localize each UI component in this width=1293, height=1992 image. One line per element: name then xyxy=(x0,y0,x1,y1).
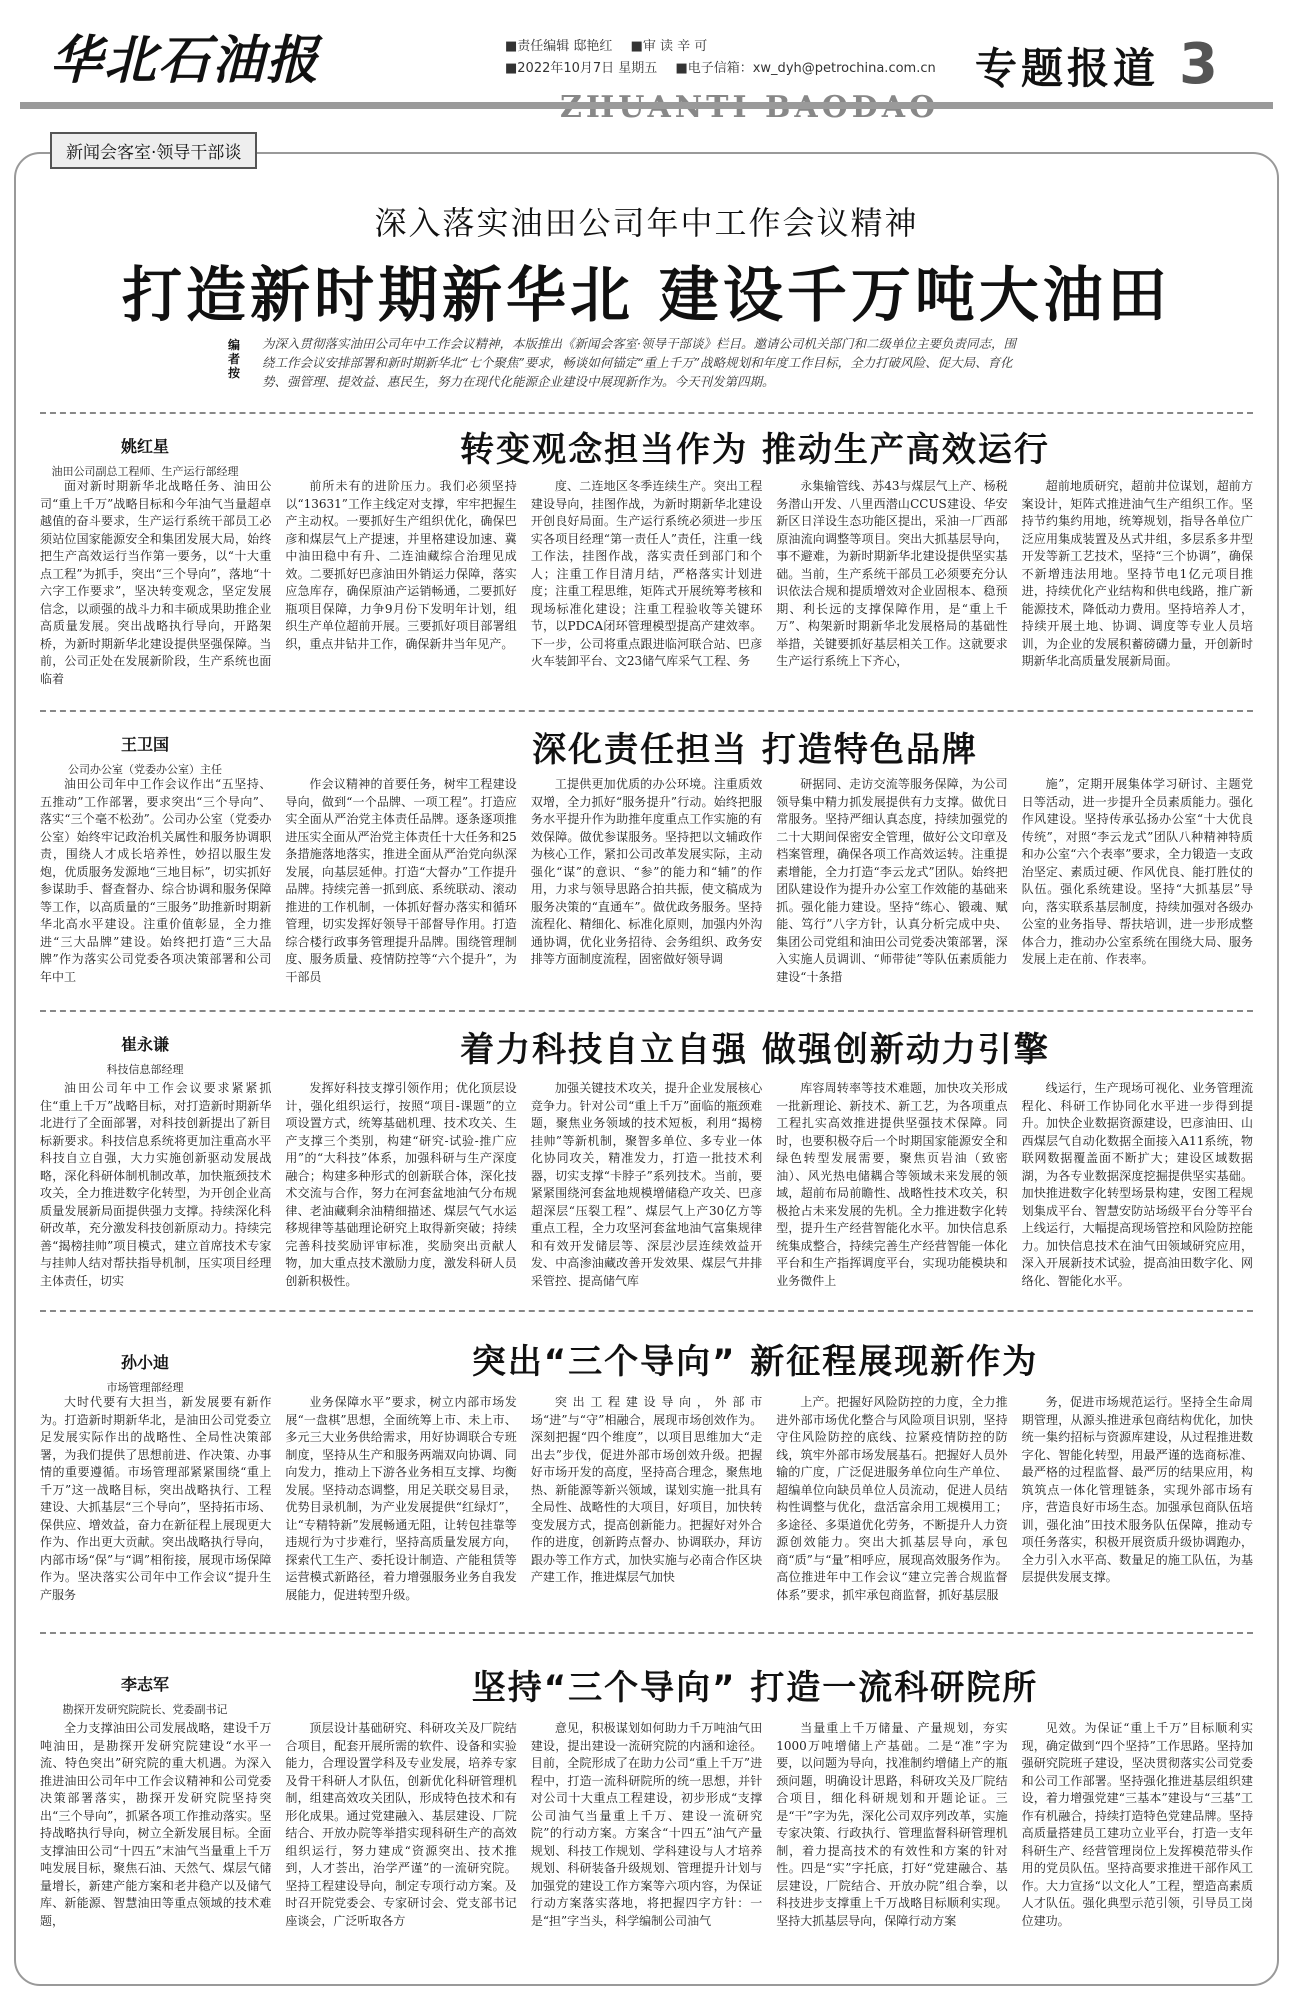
subheadline: 深入落实油田公司年中工作会议精神 xyxy=(374,204,919,242)
article-4 xyxy=(40,1310,1253,1630)
article-title: 深化责任担当 打造特色品牌 xyxy=(532,730,978,770)
article-column: 油田公司年中工作会议作出“五坚持、五推动”工作部署，要求突出“三个导向”、落实“三个毫不松劲”。公司办公室（党委办公室）始终牢记政治机关属性和服务协调职责，围绕人才成长培养性，妙招以服生发炮，优质服务发源地“三地目标”，切实抓好参谋助手、督查督办、综合协调和服务保障等工作，以高质量的“三服务”助推新时期新华北高水平建设。注重价值彰显，全力推进“三大品牌”建设。始终把打造“三大品牌”作为落实公司党委各项决策部署和公司年中工 xyxy=(40,777,272,984)
section-title xyxy=(975,32,1222,97)
article-column: 上产。把握好风险防控的力度，全力推进外部市场优化整合与风险项目识别，坚持守住风险防控的底线、拉紧疫情防控的防线，筑牢外部市场发展基石。把握好人员外输的广度，广泛促进服务单位向生产单位、超编单位向缺员单位人员流动，促进人员结构性调整与优化，盘活富余用工规模用工；多途径、多渠道优化劳务，不断提升人力资源创效能力。突出大抓基层导向，承包商“质”与“量”相呼应，展现高效服务作为。高位推进年中工作会议“建立完善合规监督体系”要求，抓牢承包商监督，抓好基层服 xyxy=(776,1395,1008,1602)
contact-email: ■电子信箱：xw_dyh@petrochina.com.cn xyxy=(675,61,936,76)
article-column: 面对新时期新华北战略任务、油田公司“重上千万”战略目标和今年油气当量超卓越值的奋斗要求，生产运行系统干部员工必须站位国家能源安全和集团发展大局，始终把生产高效运行当作第一要务，以“十大重点工程”为抓手，突出“三个导向”，落地“十六字工作要求”，坚决转变观念，坚定发展信念，以顽强的战斗力和丰硕成果助推企业高质量发展。突出战略执行导向，开路架桥，为新时期新华北建设提供坚强保障。当前，公司正处在发展新阶段，生产系统也面临着 xyxy=(40,479,272,686)
responsible-editor: ■责任编辑 邸艳红 xyxy=(505,39,613,54)
author-title: 勘探开发研究院院长、党委副书记 xyxy=(62,1703,228,1716)
editor-note: 为深入贯彻落实油田公司年中工作会议精神，本版推出《新闻会客室·领导干部谈》栏目。邀请公司机关部门和二级单位主要负责同志，围绕工作会议安排部署和新时期新华北“七个聚焦”要求，畅谈如何锚定“重上千万”战略规划和年度工作目标，全力打破风险、促大局、育化势、强管理、提效益、惠民生，努力在现代化能源企业建设中展现新作为。今天刊发第四期。 xyxy=(262,336,1016,389)
author-title: 科技信息部经理 xyxy=(106,1063,184,1076)
article-column: 线运行，生产现场可视化、业务管理流程化、科研工作协同化水平进一步得到提升。加快企业数据资源建设，巴彦油田、山西煤层气自动化数据全面接入A11系统，物联网数据覆盖面不断扩大；建设区域数据湖，为各专业数据深度挖掘提供坚实基础。加快推进数字化转型场景构建，安图工程规划集成平台、智慧安防站场级平台分等平台上线运行，大幅提高现场管控和风险防控能力。加快信息技术在油气田领域研究应用，深入开展新技术试验，提高油田数字化、网络化、智能化水平。 xyxy=(1021,1081,1254,1288)
article-column: 油田公司年中工作会议要求紧紧抓住“重上千万”战略目标，对打造新时期新华北进行了全面部署，对科技创新提出了新目标新要求。科技信息系统将更加注重高水平科技自立自强，大力实施创新驱动发展战略，深化科研体制机制改革，加快瓶颈技术攻关，全力推进数字化转型，为开创企业高质量发展新局面提供强力支撑。持续深化科研改革，充分激发科技创新原动力。持续完善“揭榜挂帅”项目模式，建立首席技术专家与挂帅人结对帮扶指导机制，压实项目经理主体责任，切实 xyxy=(40,1081,272,1288)
article-column: 工提供更加优质的办公环境。注重质效双增，全力抓好“服务提升”行动。始终把服务水平提升作为助推年度重点工作实施的有效保障。做优参谋服务。坚持把以文辅政作为核心工作，紧扣公司改革发展实际，主动强化“谋”的意识、“参”的能力和“辅”的作用，力求与领导思路合拍共振，使文稿成为服务决策的“直通车”。做优政务服务。坚持流程化、精细化、标准化原则，加强内外沟通协调，优化业务招待、会务组织、政务安排等方面制度流程，固密做好领导调 xyxy=(530,777,763,966)
author-block xyxy=(40,732,250,777)
author-block xyxy=(40,1672,250,1717)
author-title: 油田公司副总工程师、生产运行部经理 xyxy=(51,465,239,478)
author-title: 公司办公室（党委办公室）主任 xyxy=(68,763,222,776)
article-column: 大时代要有大担当，新发展要有新作为。打造新时期新华北，是油田公司党委立足发展实际作出的战略性、全局性决策部署，为我们提供了思想前进、作决策、办事情的重要遵循。市场管理部紧紧围绕“重上千万”这一战略目标，突出战略执行、工程建设、大抓基层“三个导向”，坚持拓市场、保供应、增效益，奋力在新征程上展现更大作为、作出更大贡献。突出战略执行导向，内部市场“保”与“调”相衔接，展现市场保障作为。坚决落实公司年中工作会议“提升生产服务 xyxy=(40,1395,272,1602)
article-column: 业务保障水平”要求，树立内部市场发展“一盘棋”思想，全面统筹上市、未上市、多元三大业务供给需求，用好协调联合专班制度，坚持从生产和服务两端双向协调、同向发力，推动上下游各业务相互支撑、均衡发展。坚持动态调整，用足关联交易目录，优势目录机制，为产业发展提供“红绿灯”，让“专精特新”发展畅通无阻，让转包挂靠等违规行为寸步难行，坚持高质量发展方向，探索代工生产、委托设计制造、产能租赁等运营模式新路径，着力增强服务业务自我发展能力，促进转型升级。 xyxy=(285,1395,517,1602)
article-column: 当量重上千万储量、产量规划，夯实1000万吨增储上产基础。二是“准”字为要，以问题为导向，找准制约增储上产的瓶颈问题，明确设计思路，科研攻关及厂院结合项目，细化科研规划和开题论证。三是“干”字为先，深化公司双序列改革，实施专家决策、行政执行、管理监督科研管理机制，着力提高技术的有效性和方案的针对性。四是“实”字托底，打好“党建融合、基层建设，厂院结合、开放办院”组合拳，以科技进步支撑重上千万战略目标顺利实现。坚持大抓基层导向，保障行动方案 xyxy=(776,1721,1008,1928)
masthead-rule xyxy=(20,102,1273,109)
headline: 打造新时期新华北 建设千万吨大油田 xyxy=(122,261,1171,331)
author-block xyxy=(40,1350,250,1395)
article-title: 着力科技自立自强 做强创新动力引擎 xyxy=(460,1030,1050,1070)
article-1 xyxy=(40,412,1253,712)
masthead-meta xyxy=(505,36,950,80)
author-block xyxy=(40,1032,250,1077)
article-column: 见效。为保证“重上千万”目标顺利实现，确定做到“四个坚持”工作思路。坚持加强研究院班子建设，坚决贯彻落实公司党委和公司工作部署。坚持强化推进基层组织建设，着力增强党建“三基本”建设与“三基”工作有机融合，持续打造特色党建品牌。坚持高质量搭建员工建功立业平台，打造一支年科研生产、经营管理岗位上发挥模范带头作用的党员队伍。坚持高要求推进干部作风工作。大力宣扬“以文化人”工程，塑造高素质人才队伍。强化典型示范引领，引导员工岗位建功。 xyxy=(1021,1721,1254,1928)
article-3 xyxy=(40,1010,1253,1310)
article-column: 库容周转率等技术难题，加快攻关形成一批新理论、新技术、新工艺，为各项重点工程扎实高效推进提供坚强技术保障。同时，也要积极夺后一个时期国家能源安全和绿色转型发展需要，聚焦页岩油（致密油）、风光热电储耦合等领域未来发展的领域，超前布局前瞻性、战略性技术攻关，积极抢占未来发展的先机。全力推进数字化转型，提升生产经营智能化水平。加快信息系统集成整合，持续完善生产经营智能一体化平台和生产指挥调度平台，实现功能模块和业务微件上 xyxy=(776,1081,1008,1288)
article-column: 务，促进市场规范运行。坚持全生命周期管理，从源头推进承包商结构优化，加快统一集约招标与资源库建设，从过程推进数字化、智能化转型，用最严谨的选商标准、最严格的过程监督、最严厉的结果应用，构筑筑点一体化管理链条，实现外部市场有序，营造良好市场生态。加强承包商队伍培训，强化油”田技术服务队伍保障，推动专项任务落实，积极开展资质升级协调跑办，全力引入水平高、数量足的施工队伍，为基层提供发展支撑。 xyxy=(1021,1395,1254,1584)
article-columns xyxy=(40,1080,1253,1300)
article-title: 坚持“三个导向” 打造一流科研院所 xyxy=(471,1668,1039,1708)
article-column: 意见，积极谋划如何助力千万吨油气田建设，提出建设一流研究院的内涵和途径。目前，全院形成了在助力公司“重上千万”进程中，打造一流科研院所的统一思想，并针对公司十大重点工程建设，初步形成“支撑公司油气当量重上千万、建设一流研究院”的行动方案。方案含“十四五”油气产量规划、科技工作规划、学科建设与人才培养规划、科研装备升级规划、管理提升计划与加强党的建设工作方案等六项内容，为保证行动方案落实落地，将把握四字方针：一是“担”字当头，科学编制公司油气 xyxy=(530,1721,763,1928)
proofreader: ■审 读 辛 可 xyxy=(630,39,708,54)
article-columns xyxy=(40,1394,1253,1614)
article-column: 作会议精神的首要任务，树牢工程建设导向，做到“一个品牌、一项工程”。打造应实全面从严治党主体责任品牌。逐条逐项推进压实全面从严治党主体责任十大任务和25条措施落地落实，推进全面从严治党向纵深发展，向基层延伸。打造“大督办”工作提升品牌。持续完善一抓到底、系统联动、滚动推进的工作机制，一体抓好督办落实和循环管理，切实发挥好领导干部督导作用。打造综合楼行政事务管理提升品牌。围绕管理制度、服务质量、疫情防控等“六个提升”，为干部员 xyxy=(285,777,517,984)
article-5 xyxy=(40,1632,1253,1972)
article-column: 研据同、走访交流等服务保障，为公司领导集中精力抓发展提供有力支撑。做优日常服务。坚持严细认真态度，持续加强党的二十大期间保密安全管理，做好公文印章及档案管理，确保各项工作高效运转。注重提素增能，全力打造“李云龙式”团队。始终把团队建设作为提升办公室工作效能的基础来抓。强化能力建设。坚持“练心、锻魂、赋能、笃行”八字方针，认真分析完成中央、集团公司党组和油田公司党委决策部署，深入实施人员调训、“师带徒”等队伍素质能力建设“十条措 xyxy=(776,777,1008,984)
article-column: 发挥好科技支撑引领作用；优化顶层设计，强化组织运行，按照“项目-课题”的立项设置方式，统筹基础机理、技术攻关、生产支撑三个类别，构建“研究-试验-推广应用”的“大科技”体系，加强科研与生产深度融合；构建多种形式的创新联合体，深化技术交流与合作，努力在河套盆地油气分布规律、老油藏剩余油精细描述、煤层气气水运移规律等基础理论研究上取得新突破；持续完善科技奖励评审标准，奖励突出贡献人物，加大重点技术激励力度，激发科研人员创新积极性。 xyxy=(285,1081,517,1288)
meta-row-date xyxy=(505,58,950,80)
article-columns xyxy=(40,478,1253,698)
article-columns xyxy=(40,776,1253,996)
article-column: 突出工程建设导向，外部市场“进”与“守”相融合，展现市场创效作为。深刻把握“四个维度”，以项目思维加大“走出去”步伐，促进外部市场创效升级。把握好市场开发的高度，坚持高合理念，聚焦地热、新能源等新兴领域，谋划实施一批具有全局性、战略性的大项目，好项目，加快转变发展方式，提高创新能力。把握好对外合作的进度，创新跨点督办、协调联办，拜访跟办等工作方式，加快实施与必南合作区块产建工作，推进煤层气加快 xyxy=(530,1395,763,1584)
meta-row-editors xyxy=(505,36,950,58)
author-name: 孙小迪 xyxy=(120,1353,169,1372)
article-columns xyxy=(40,1720,1253,1960)
author-title: 市场管理部经理 xyxy=(106,1381,184,1394)
author-name: 姚红星 xyxy=(120,437,169,456)
article-column: 前所未有的进阶压力。我们必须坚持以“13631”工作主线定对支撑，牢牢把握生产主动权。一要抓好生产组织优化，确保巴彦和煤层气上产提速，并里格建设加速、冀中油田稳中有升、二连油藏综合治理见成效。二要抓好巴彦油田外销运力保障，落实应急库存，确保原油产运销畅通，二要抓好瓶项目保障，力争9月份下发明年计划，组织生产单位超前开展。三要抓好项目部署组织，重点井钻井工作，确保新井当年见产。 xyxy=(285,479,517,651)
article-title: 转变观念担当作为 推动生产高效运行 xyxy=(460,430,1050,470)
article-column: 度、二连地区冬季连续生产。突出工程建设导向，挂图作战，为新时期新华北建设开创良好局面。生产运行系统必须进一步压实各项目经理“第一责任人”责任，注重一线工作法，挂图作战，落实责任到部门和个人；注重工作目清月结，严格落实计划进度；注重工程思维，矩阵式开展统筹考核和现场标准化建设；注重工程验收等关键环节，以PDCA闭环管理模型提高产建效率。下一步，公司将重点跟进临河联合站、巴彦火车装卸平台、文23储气库采气工程、务 xyxy=(530,479,763,668)
author-block xyxy=(40,434,250,479)
issue-date: ■2022年10月7日 星期五 xyxy=(505,61,658,76)
section-name: 专题报道 xyxy=(975,44,1160,93)
column-label: 新闻会客室·领导干部谈 xyxy=(50,132,257,169)
article-title: 突出“三个导向” 新征程展现新作为 xyxy=(471,1342,1039,1382)
article-column: 超前地质研究，超前井位谋划，超前方案设计，矩阵式推进油气生产组织工作。坚持节约集约用地，统筹规划，指导各单位广泛应用集成装置及丛式井组，多层系多井型开发等新工艺技术，坚持“三个协调”，确保不新增违法用地。坚持节电1亿元项目推进，持续优化产业结构和供电线路，推广新能源技术，降低动力费用。坚持培养人才，持续开展土地、协调、调度等专业人员培训，为企业的发展积蓄磅礴力量，开创新时期新华北高质量发展新局面。 xyxy=(1021,479,1254,668)
article-column: 施”，定期开展集体学习研讨、主题党日等活动，进一步提升全员素质能力。强化作风建设。坚持传承弘扬办公室“十大优良传统”，对照“李云龙式”团队八种精神特质和办公室“六个表率”要求，全力锻造一支政治坚定、素质过硬、作风优良、能打胜仗的队伍。强化系统建设。坚持“大抓基层”导向，落实联系基层制度，持续加强对各级办公室的业务指导、帮扶培训，进一步形成整体合力，推动办公室系统在围绕大局、服务发展上走在前、作表率。 xyxy=(1021,777,1254,966)
author-name: 崔永谦 xyxy=(120,1035,169,1054)
article-column: 永集输管线、苏43与煤层气上产、杨税务潜山开发、八里西潜山CCUS建设、华安新区日洋设生态功能区提出，采油一厂西部原油流向调整等项目。突出大抓基层导向，事不避难，为新时期新华北建设提供坚实基础。当前，生产系统干部员工必须要充分认识依法合规和提质增效对企业固根本、稳预期、利长远的支撑保障作用，是“重上千万”、构架新时期新华北发展格局的基础性举措，关键要抓好基层相关工作。这就要求生产运行系统上下齐心， xyxy=(776,479,1008,668)
author-name: 王卫国 xyxy=(120,735,169,754)
article-column: 全力支撑油田公司发展战略，建设千万吨油田，是勘探开发研究院建设“水平一流、特色突出”研究院的重大机遇。为深入推进油田公司年中工作会议精神和公司党委决策部署落实，勘探开发研究院坚持突出“三个导向”，抓紧各项工作推动落实。坚持战略执行导向，树立全新发展目标。全面支撑油田公司“十四五”末油气当量重上千万吨发展目标，聚焦石油、天然气、煤层气储量增长，新建产能方案和老井稳产以及储气库、新能源、智慧油田等重点领域的技术难题， xyxy=(40,1721,272,1928)
page-number: 3 xyxy=(1179,32,1222,97)
article-column: 顶层设计基础研究、科研攻关及厂院结合项目，配套开展所需的软件、设备和实验能力，合理设置学科及专业发展，培养专家及骨干科研人才队伍，创新优化科研管理机制，组建高效攻关团队，形成特色技术和有形化成果。通过党建融入、基层建设、厂院结合、开放办院等举措实现科研生产的高效组织运行，努力建成“资源突出、技术推到，人才荟出，治学严谨”的一流研究院。坚持工程建设导向，制定专项行动方案。及时召开院党委会、专家研讨会、党支部书记座谈会，广泛听取各方 xyxy=(285,1721,517,1928)
newspaper-logo: 华北石油报 xyxy=(50,30,321,91)
editor-note-mark: 编者按 xyxy=(228,338,241,380)
article-2 xyxy=(40,710,1253,1010)
author-name: 李志军 xyxy=(120,1675,169,1694)
article-column: 加强关键技术攻关，提升企业发展核心竞争力。针对公司“重上千万”面临的瓶颈难题，聚焦业务领域的技术短板，利用“揭榜挂帅”等新机制，聚智多单位、多专业一体化协同攻关，精准发力，打造一批技术利器，切实支撑“卡脖子”系列技术。当前，要紧紧围绕河套盆地规模增储稳产攻关、巴彦超深层“压裂工程”、煤层气上产30亿方等重点工程，全力攻坚河套盆地油气富集规律和有效开发储层等、深层沙层连续效益开发、中高渗油藏改善开发效果、煤层气井排采管控、提高储气库 xyxy=(530,1081,763,1288)
